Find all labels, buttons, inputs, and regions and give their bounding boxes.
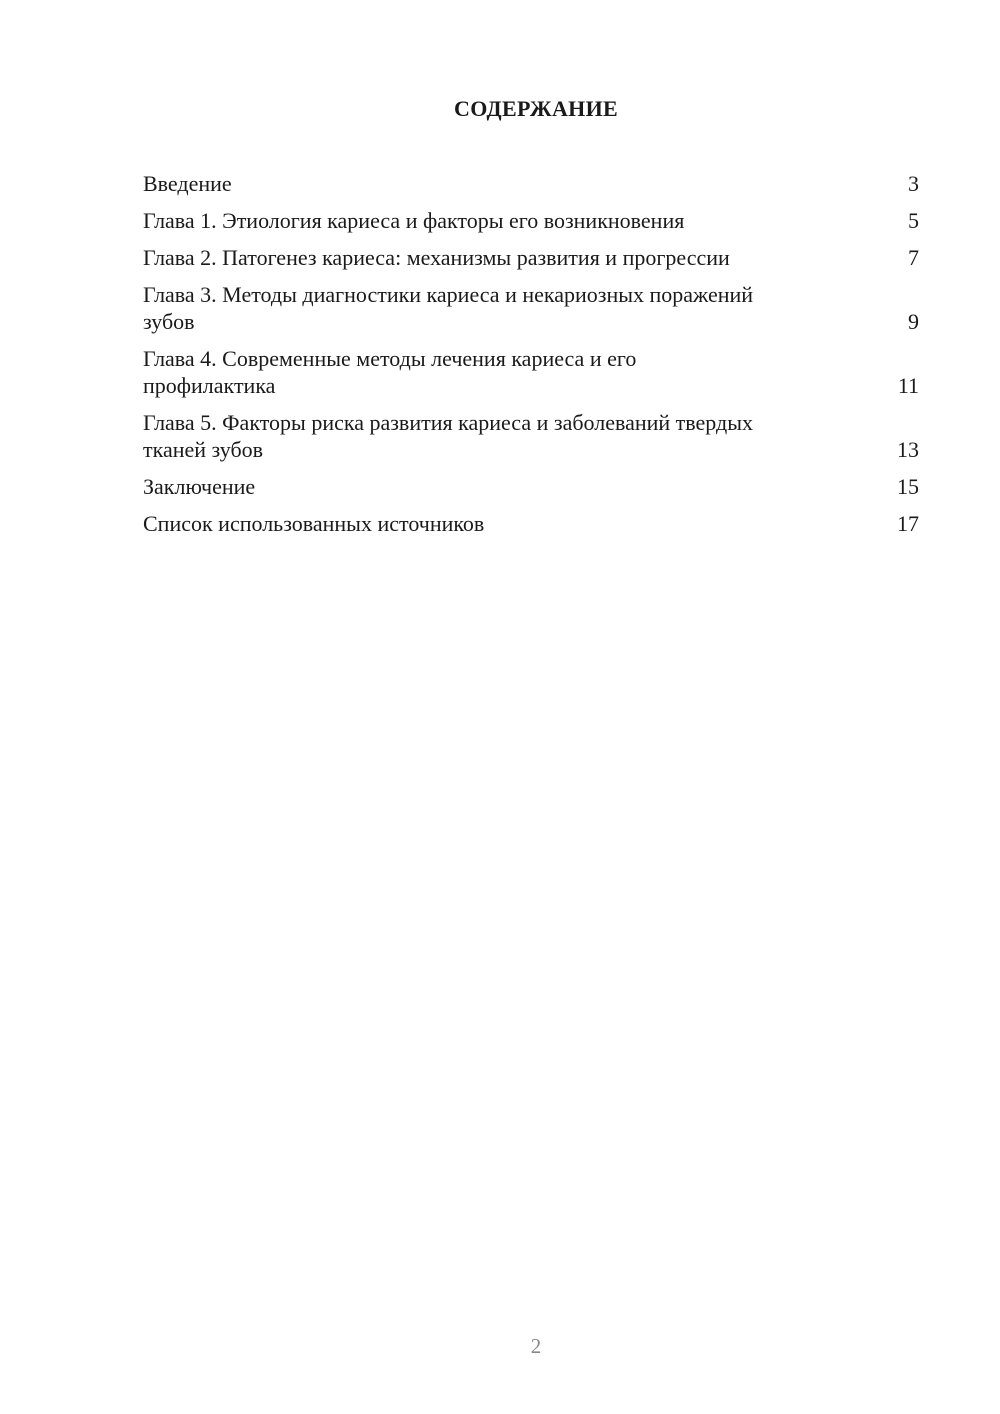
toc-entry-text: Глава 1. Этиология кариеса и факторы его возникновения: [143, 208, 685, 233]
toc-entry-page: 17: [897, 511, 919, 536]
toc-entry-text: Глава 3. Методы диагностики кариеса и некариозных поражений зубов: [143, 282, 754, 334]
toc-entry-references: [143, 510, 919, 537]
toc-entry-text: Глава 4. Современные методы лечения кариеса и его профилактика: [143, 346, 637, 398]
toc-entry-conclusion: [143, 473, 919, 500]
toc-entry-chapter-4: [143, 345, 919, 399]
toc-entry-page: 13: [897, 437, 919, 462]
toc-entry-page: 5: [908, 208, 919, 233]
toc-entry-chapter-2: [143, 244, 919, 271]
toc-entry-page: 7: [908, 245, 919, 270]
toc-entry-page: 9: [908, 309, 919, 334]
toc-entry-chapter-3: [143, 281, 919, 335]
page-title: СОДЕРЖАНИЕ: [454, 96, 618, 121]
toc-entry-text: Список использованных источников: [143, 511, 485, 536]
toc-entry-page: 15: [897, 474, 919, 499]
toc-entry-chapter-1: [143, 207, 919, 234]
toc-entry-text: Введение: [143, 171, 232, 196]
page-number: 2: [530, 1334, 542, 1358]
toc-entry-page: 11: [897, 373, 919, 398]
toc-entry-text: Глава 2. Патогенез кариеса: механизмы развития и прогрессии: [143, 245, 730, 270]
toc-entry-chapter-5: [143, 409, 919, 463]
toc-entry-page: 3: [908, 171, 919, 196]
toc-entry-text: Заключение: [143, 474, 256, 499]
toc-entry-introduction: [143, 170, 919, 197]
table-of-contents: [143, 170, 919, 547]
toc-entry-text: Глава 5. Факторы риска развития кариеса и заболеваний твердых тканей зубов: [143, 410, 753, 462]
